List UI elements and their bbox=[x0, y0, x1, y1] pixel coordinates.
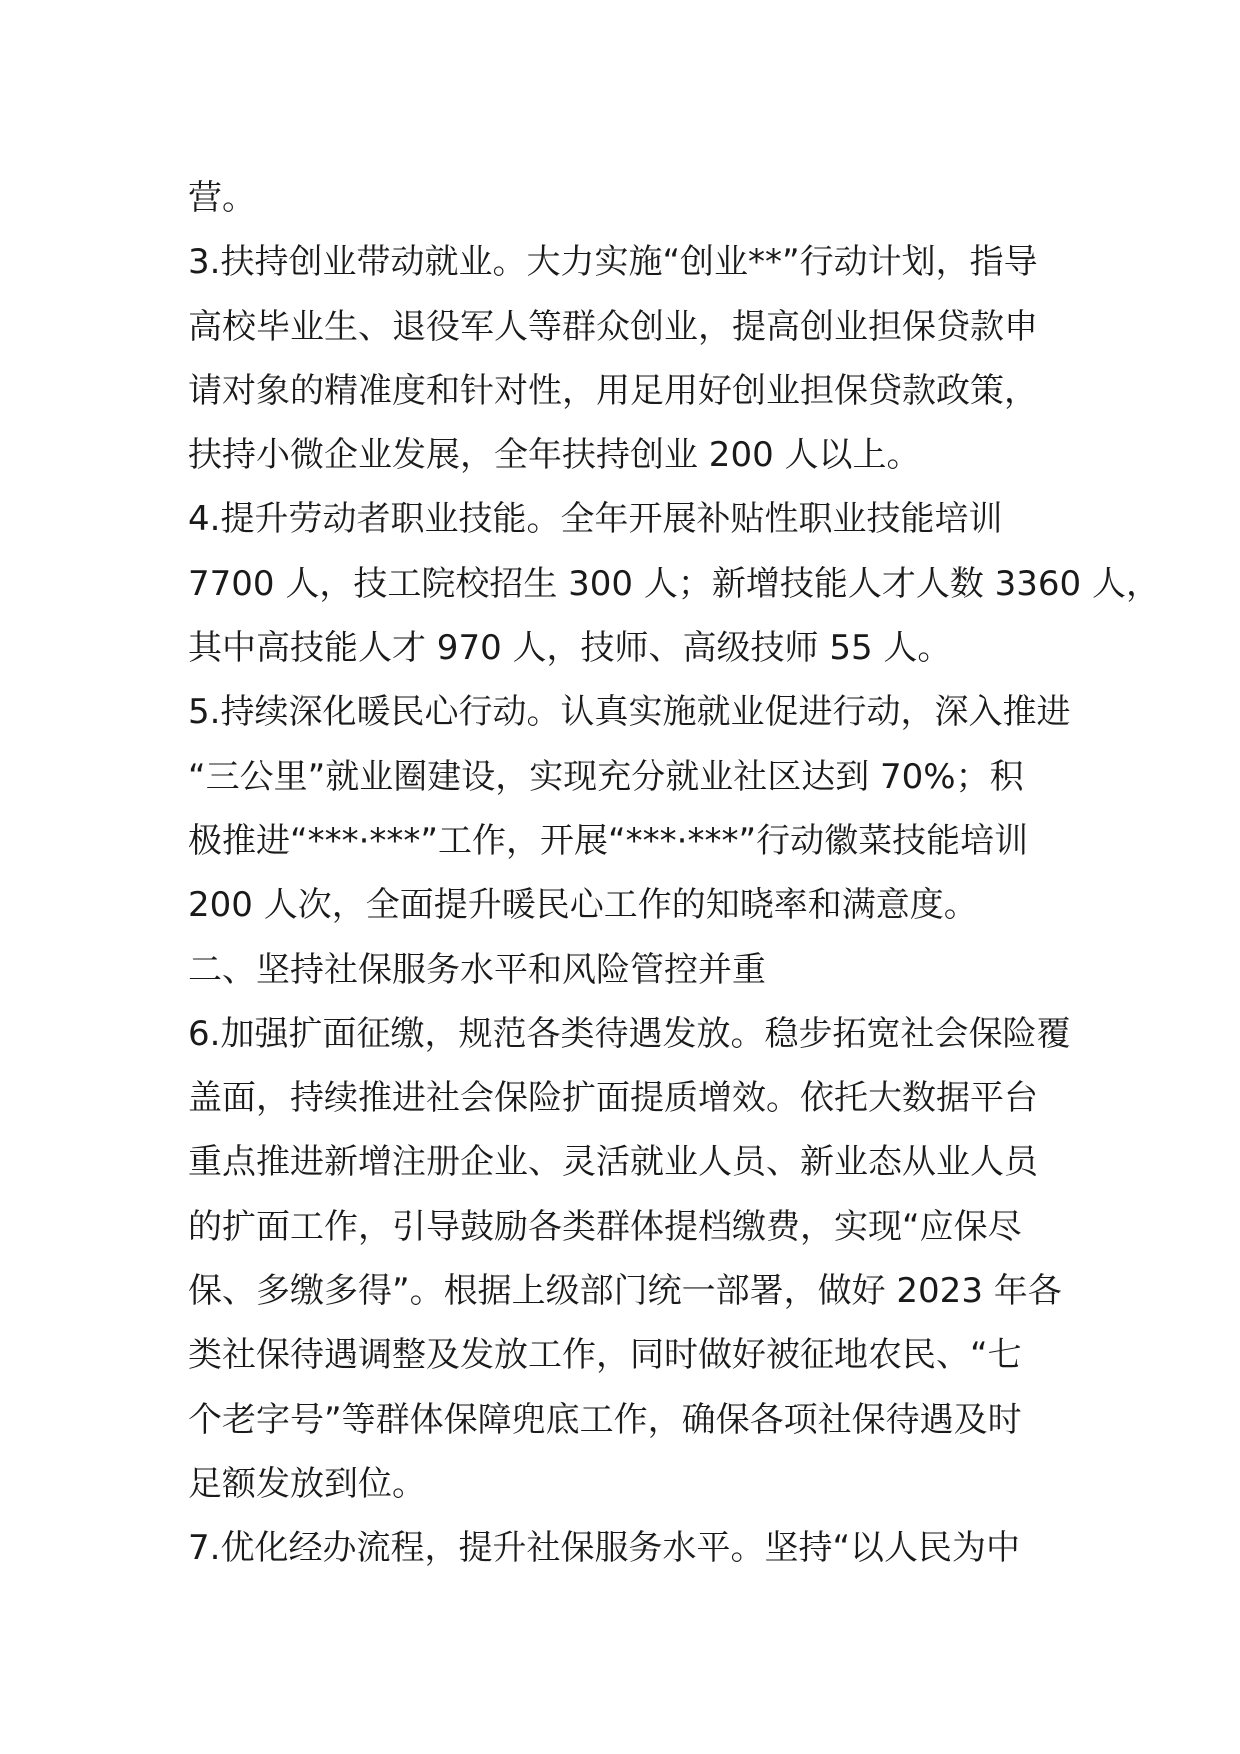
document-body bbox=[188, 166, 1160, 1581]
text-line: 扶持小微企业发展，全年扶持创业 200 人以上。 bbox=[188, 435, 921, 476]
text-line: 类社保待遇调整及发放工作，同时做好被征地农民、“七 bbox=[188, 1335, 1022, 1376]
text-line: “三公里”就业圈建设，实现充分就业社区达到 70%；积 bbox=[188, 756, 1024, 797]
text-line: 营。 bbox=[188, 178, 256, 218]
text-line: 7.优化经办流程，提升社保服务水平。坚持“以人民为中 bbox=[188, 1528, 1021, 1569]
text-line: 3.扶持创业带动就业。大力实施“创业**”行动计划，指导 bbox=[188, 242, 1038, 283]
text-line: 极推进“***·***”工作，开展“***·***”行动徽菜技能培训 bbox=[188, 820, 1029, 861]
text-line: 请对象的精准度和针对性，用足用好创业担保贷款政策， bbox=[188, 370, 1038, 411]
text-line: 的扩面工作，引导鼓励各类群体提档缴费，实现“应保尽 bbox=[188, 1206, 1022, 1247]
text-line: 盖面，持续推进社会保险扩面提质增效。依托大数据平台 bbox=[188, 1078, 1038, 1119]
text-line: 5.持续深化暖民心行动。认真实施就业促进行动，深入推进 bbox=[188, 692, 1071, 733]
text-line: 重点推进新增注册企业、灵活就业人员、新业态从业人员 bbox=[188, 1142, 1038, 1183]
text-line: 4.提升劳动者职业技能。全年开展补贴性职业技能培训 bbox=[188, 499, 1003, 540]
text-line: 高校毕业生、退役军人等群众创业，提高创业担保贷款申 bbox=[188, 306, 1038, 347]
text-line: 200 人次，全面提升暖民心工作的知晓率和满意度。 bbox=[188, 885, 978, 926]
text-line: 保、多缴多得”。根据上级部门统一部署，做好 2023 年各 bbox=[188, 1271, 1062, 1312]
text-line: 个老字号”等群体保障兜底工作，确保各项社保待遇及时 bbox=[188, 1399, 1022, 1440]
section-heading: 二、坚持社保服务水平和风险管控并重 bbox=[188, 949, 766, 990]
text-line: 7700 人，技工院校招生 300 人；新增技能人才人数 3360 人， bbox=[188, 563, 1160, 604]
text-line: 其中高技能人才 970 人，技师、高级技师 55 人。 bbox=[188, 628, 952, 669]
text-line: 足额发放到位。 bbox=[188, 1463, 426, 1504]
text-line: 6.加强扩面征缴，规范各类待遇发放。稳步拓宽社会保险覆 bbox=[188, 1013, 1071, 1054]
